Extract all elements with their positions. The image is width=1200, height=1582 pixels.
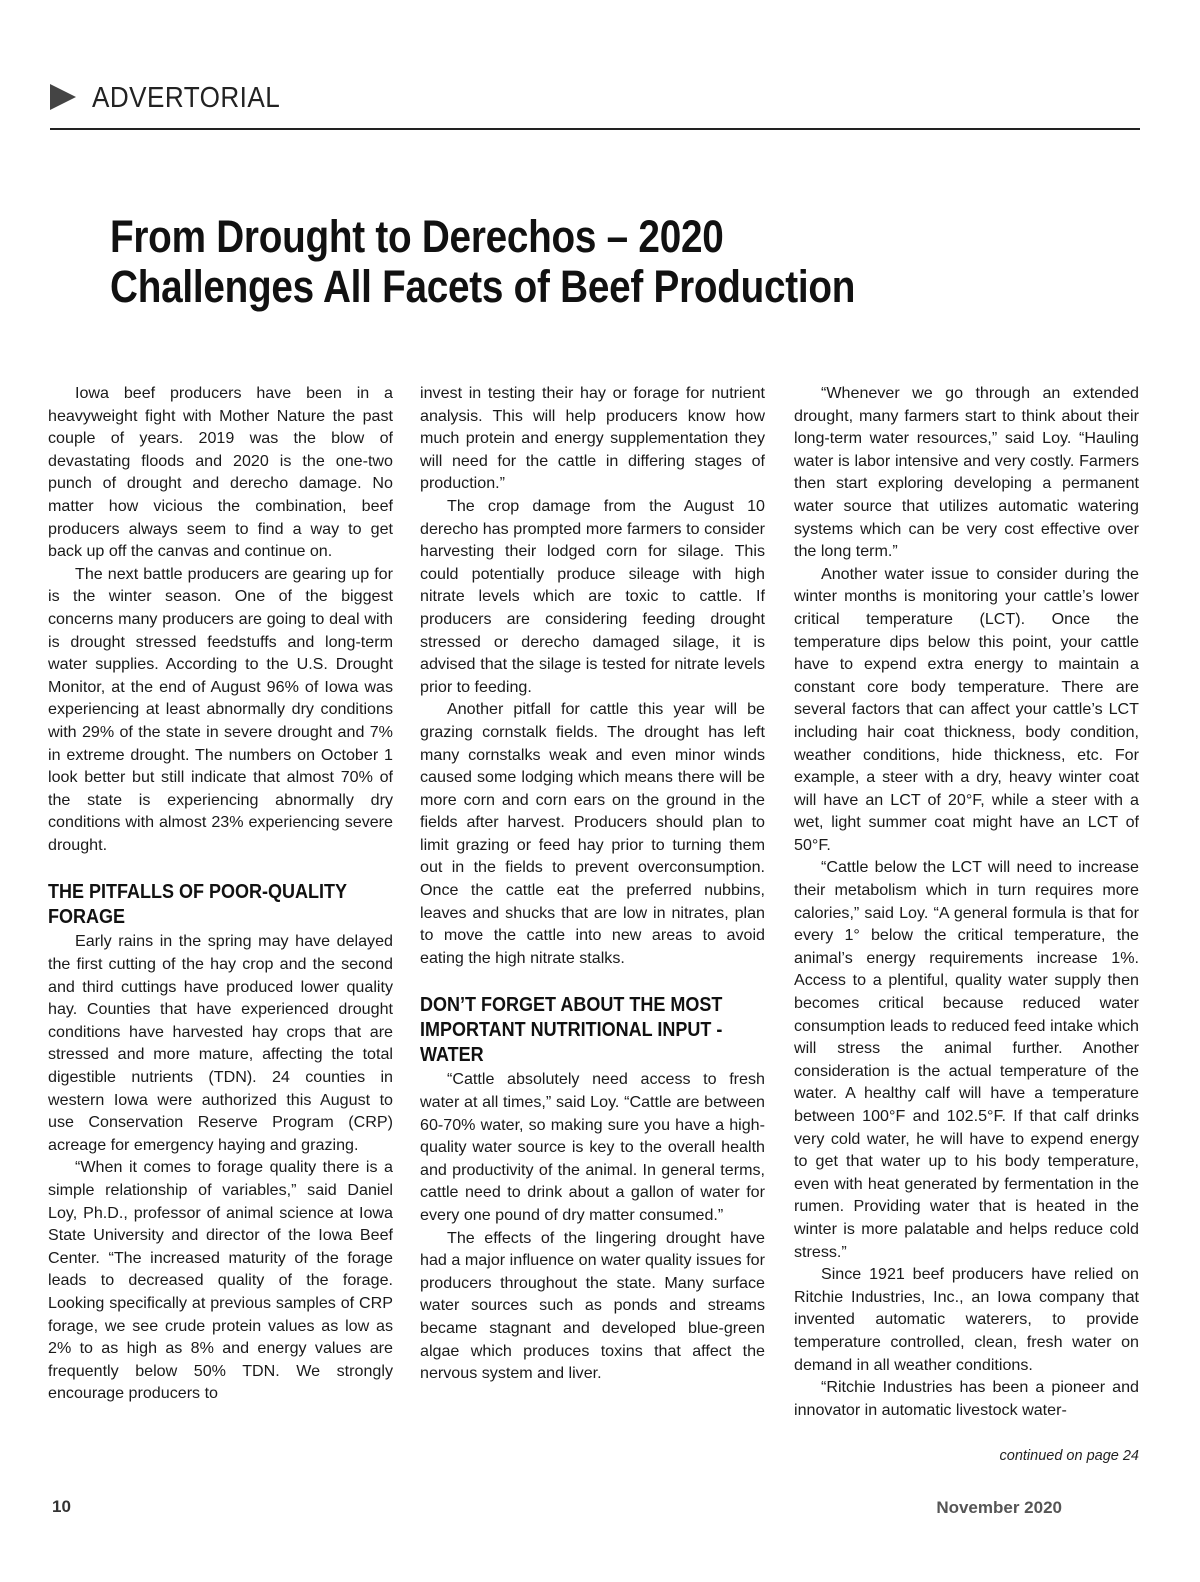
paragraph: The crop damage from the August 10 derecho has prompted more farmers to consider harvesting their lodged corn for silage. This could potentially produce sileage with high nitrate levels which are toxic to cattle. If producers are considering feeding drought stressed or derecho damaged silage, it is advised that the silage is tested for nitrate levels prior to feeding.	[420, 496, 765, 696]
paragraph: The effects of the lingering drought have had a major influence on water quality issues for producers throughout the state. Many surface water sources such as ponds and streams became stagnant and developed blue-green algae which produces toxins that affect the nervous system and liver.	[420, 1228, 765, 1383]
article-column-2	[420, 382, 765, 1385]
paragraph: Another water issue to consider during the winter months is monitoring your cattle’s lower critical temperature (LCT). Once the temperature dips below this point, your cattle have to expend extra energy to maintain a constant core body temperature. There are several factors that can affect your cattle’s LCT including hair coat thickness, body condition, weather conditions, hide thickness, etc. For example, a steer with a dry, heavy winter coat will have an LCT of 20°F, while a steer with a wet, light summer coat might have an LCT of 50°F.	[794, 564, 1139, 854]
paragraph: “Cattle absolutely need access to fresh water at all times,” said Loy. “Cattle are between 60-70% water, so making sure you have a high-quality water source is key to the overall health and productivity of the animal. In general terms, cattle need to drink about a gallon of water for every one pound of dry matter consumed.”	[420, 1070, 765, 1224]
paragraph: “Ritchie Industries has been a pioneer and innovator in automatic livestock water-	[794, 1378, 1139, 1419]
article-title-line-2: Challenges All Facets of Beef Production	[110, 261, 856, 312]
article-title-line-1: From Drought to Derechos – 2020	[110, 211, 724, 262]
paragraph: “Whenever we go through an extended drought, many farmers start to think about their long-term water resources,” said Loy. “Hauling water is labor intensive and very costly. Farmers then start exploring developing a permanent water source that utilizes automatic watering systems which can be very cost effective over the long term.”	[794, 384, 1139, 561]
section-header	[50, 80, 1140, 130]
continued-note: continued on page 24	[999, 1448, 1139, 1464]
paragraph: Since 1921 beef producers have relied on Ritchie Industries, Inc., an Iowa company that invented automatic waterers, to provide temperature controlled, clean, fresh water on demand in all weather conditions.	[794, 1265, 1139, 1374]
section-heading: DON’T FORGET ABOUT THE MOST IMPORTANT NUTRITIONAL INPUT - WATER	[420, 994, 723, 1067]
play-triangle-icon	[50, 84, 76, 110]
page-number: 10	[52, 1497, 71, 1516]
article-column-1	[48, 382, 393, 1405]
article-title	[110, 212, 970, 312]
article-column-3	[794, 382, 1139, 1421]
paragraph: invest in testing their hay or forage for nutrient analysis. This will help producers know how much protein and energy supplementation they will need for the cattle in differing stages of production.”	[420, 384, 765, 493]
section-heading: THE PITFALLS OF POOR-QUALITY FORAGE	[48, 881, 347, 929]
paragraph: “When it comes to forage quality there is a simple relationship of variables,” said Daniel Loy, Ph.D., professor of animal science at Iowa State University and director of the Iowa Beef Center. “The increased maturity of the forage leads to decreased quality of the forage. Looking specifically at previous samples of CRP forage, we see crude protein values as low as 2% to as high as 8% and energy values are frequently below 50% TDN. We strongly encourage producers to	[48, 1158, 393, 1403]
paragraph: Iowa beef producers have been in a heavyweight fight with Mother Nature the past couple of years. 2019 was the blow of devastating floods and 2020 is the one-two punch of drought and derecho damage. No matter how vicious the combination, beef producers always seem to find a way to get back up off the canvas and continue on.	[48, 384, 393, 561]
paragraph: “Cattle below the LCT will need to increase their metabolism which in turn requires more calories,” said Loy. “A general formula is that for every 1° below the critical temperature, the animal’s energy requirements increase 1%. Access to a plentiful, quality water supply then becomes critical because reduced water consumption leads to reduced feed intake which will stress the animal further. Another consideration is the actual temperature of the water. A healthy calf will have a temperature between 100°F and 102.5°F. If that calf drinks very cold water, he will have to expend energy to get that water up to his body temperature, even with heat generated by fermentation in the rumen. Providing water that is heated in the winter is more palatable and helps reduce cold stress.”	[794, 858, 1139, 1261]
paragraph: Another pitfall for cattle this year will be grazing cornstalk fields. The drought has left many cornstalks weak and even minor winds caused some lodging which means there will be more corn and corn ears on the ground in the fields after harvest. Producers should plan to limit grazing or feed hay prior to turning them out in the fields to prevent overconsumption. Once the cattle eat the preferred nubbins, leaves and shucks that are low in nitrates, plan to move the cattle into new areas to avoid eating the high nitrate stalks.	[420, 700, 765, 967]
issue-date: November 2020	[936, 1498, 1062, 1517]
section-label: ADVERTORIAL	[92, 82, 281, 114]
paragraph: The next battle producers are gearing up for is the winter season. One of the biggest concerns many producers are going to deal with is drought stressed feedstuffs and long-term water supplies. According to the U.S. Drought Monitor, at the end of August 96% of Iowa was experiencing at least abnormally dry conditions with 29% of the state in severe drought and 7% in extreme drought. The numbers on October 1 look better but still indicate that almost 70% of the state is experiencing abnormally dry conditions with almost 23% experiencing severe drought.	[48, 564, 393, 854]
paragraph: Early rains in the spring may have delayed the first cutting of the hay crop and the second and third cuttings have produced lower quality hay. Counties that have experienced drought conditions have harvested hay crops that are stressed and more mature, affecting the total digestible nutrients (TDN). 24 counties in western Iowa were authorized this August to use Conservation Reserve Program (CRP) acreage for emergency haying and grazing.	[48, 932, 393, 1154]
